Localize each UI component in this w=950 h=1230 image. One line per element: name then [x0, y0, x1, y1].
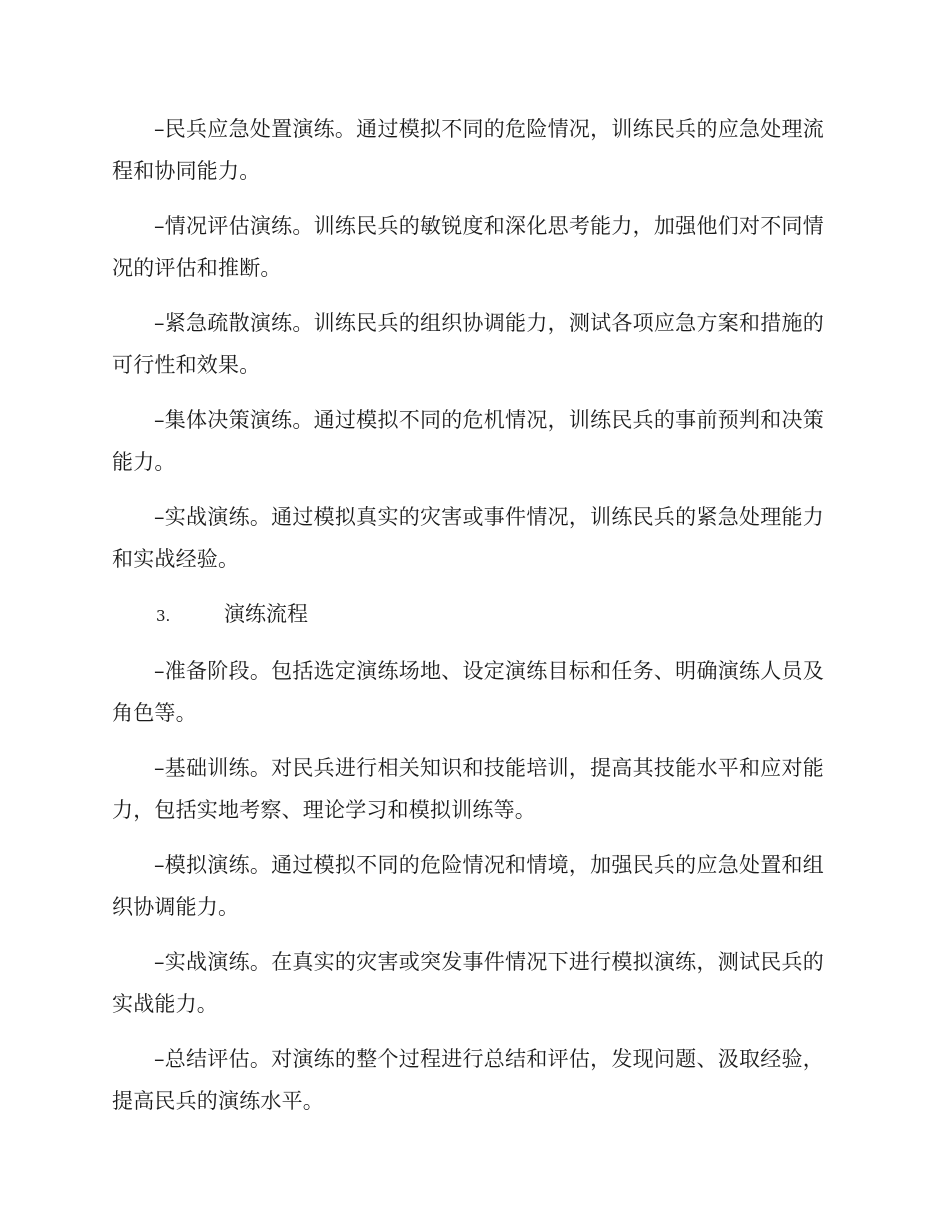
paragraph-emergency-drill: –民兵应急处置演练。通过模拟不同的危险情况，训练民兵的应急处理流程和协同能力。: [112, 117, 824, 183]
section-number: 3.: [156, 607, 171, 625]
document-body: [112, 108, 824, 1135]
paragraph-evacuation-drill: –紧急疏散演练。训练民兵的组织协调能力，测试各项应急方案和措施的可行性和效果。: [112, 311, 824, 377]
section-title: 演练流程: [224, 602, 308, 626]
section-heading: [112, 593, 824, 637]
paragraph-assessment-drill: –情况评估演练。训练民兵的敏锐度和深化思考能力，加强他们对不同情况的评估和推断。: [112, 214, 824, 280]
paragraph-simulation-drill: –模拟演练。通过模拟不同的危险情况和情境，加强民兵的应急处置和组织协调能力。: [112, 853, 824, 919]
paragraph-basic-training: –基础训练。对民兵进行相关知识和技能培训，提高其技能水平和应对能力，包括实地考察、理论学习和模拟训练等。: [112, 756, 824, 822]
paragraph-decision-drill: –集体决策演练。通过模拟不同的危机情况，训练民兵的事前预判和决策能力。: [112, 408, 824, 474]
paragraph-combat-drill: –实战演练。通过模拟真实的灾害或事件情况，训练民兵的紧急处理能力和实战经验。: [112, 505, 824, 571]
paragraph-preparation-stage: –准备阶段。包括选定演练场地、设定演练目标和任务、明确演练人员及角色等。: [112, 659, 824, 725]
paragraph-summary-evaluation: –总结评估。对演练的整个过程进行总结和评估，发现问题、汲取经验，提高民兵的演练水平。: [112, 1047, 824, 1113]
paragraph-live-drill: –实战演练。在真实的灾害或突发事件情况下进行模拟演练，测试民兵的实战能力。: [112, 950, 824, 1016]
